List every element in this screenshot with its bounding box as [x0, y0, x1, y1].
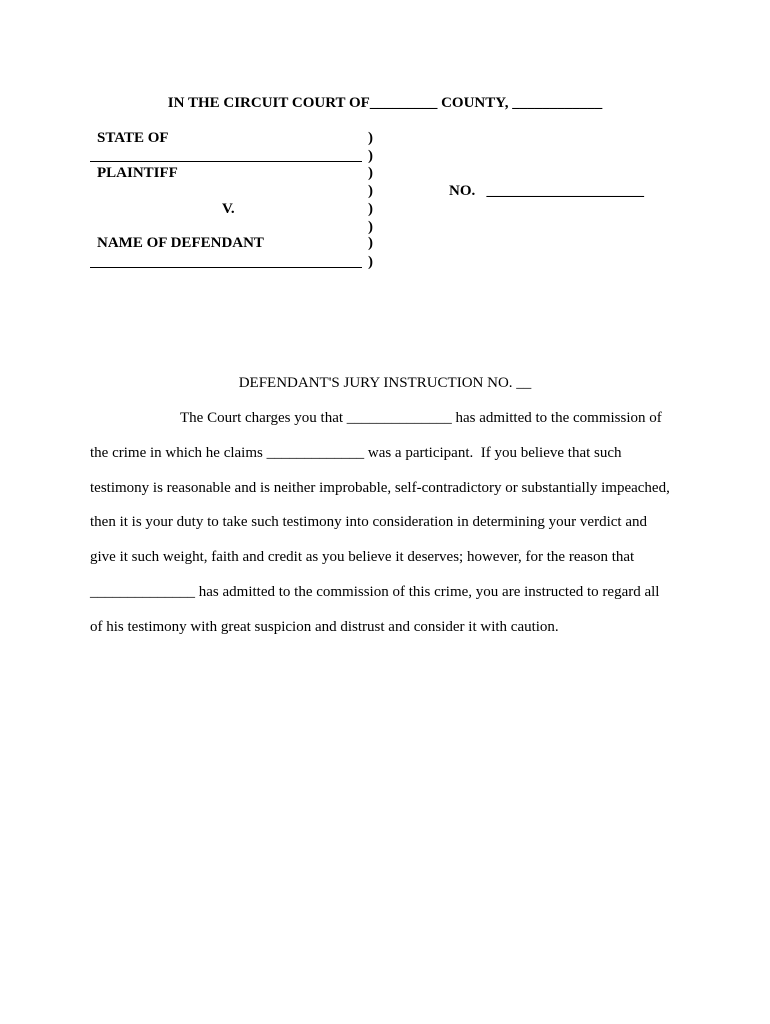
caption-paren: ) [368, 235, 373, 251]
caption-paren: ) [368, 183, 373, 199]
caption-paren: ) [368, 219, 373, 235]
caption-paren: ) [368, 165, 373, 181]
caption-paren: ) [368, 130, 373, 146]
plaintiff-label: PLAINTIFF [97, 165, 178, 181]
plaintiff-line [90, 161, 362, 162]
caption-paren: ) [368, 201, 373, 217]
body-line: testimony is reasonable and is neither improbable, self-contradictory or substantially impeached, [90, 480, 670, 496]
instruction-title: DEFENDANT'S JURY INSTRUCTION NO. __ [238, 375, 532, 391]
body-line: ______________ has admitted to the commission of this crime, you are instructed to regard all [90, 584, 660, 600]
versus-label: V. [222, 201, 235, 217]
defendant-label: NAME OF DEFENDANT [97, 235, 264, 251]
caption-paren: ) [368, 148, 373, 164]
court-heading: IN THE CIRCUIT COURT OF_________ COUNTY, ____________ [167, 95, 603, 111]
caption-paren: ) [368, 254, 373, 270]
defendant-line [90, 267, 362, 268]
case-number: NO. _____________________ [449, 183, 644, 199]
body-line: The Court charges you that ______________ has admitted to the commission of [180, 410, 662, 426]
body-line: the crime in which he claims _____________ was a participant. If you believe that such [90, 445, 622, 461]
body-line: then it is your duty to take such testimony into consideration in determining your verdict and [90, 514, 647, 530]
body-line: of his testimony with great suspicion and distrust and consider it with caution. [90, 619, 559, 635]
state-of-label: STATE OF [97, 130, 169, 146]
body-line: give it such weight, faith and credit as you believe it deserves; however, for the reason that [90, 549, 635, 565]
